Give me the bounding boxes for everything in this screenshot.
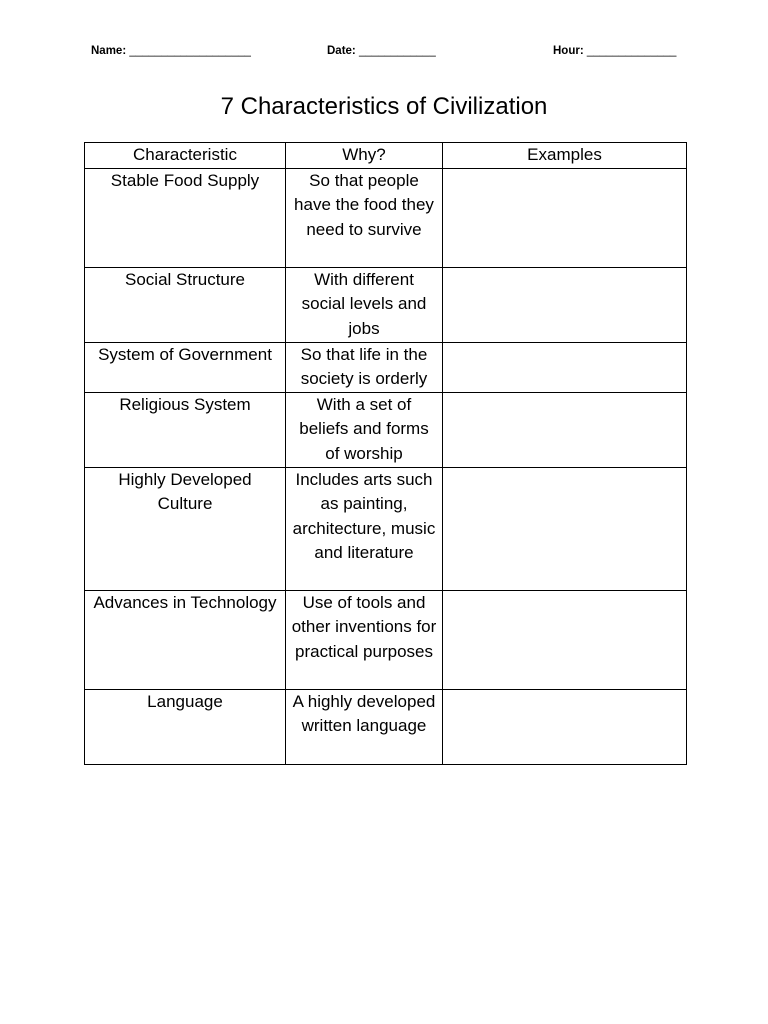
date-blank-line[interactable]: ____________ bbox=[358, 45, 436, 57]
table-header-row bbox=[85, 143, 687, 169]
examples-cell[interactable] bbox=[443, 168, 687, 267]
why-cell: A highly developed written language bbox=[286, 689, 443, 764]
column-header-characteristic: Characteristic bbox=[85, 143, 286, 169]
characteristic-cell: Religious System bbox=[85, 392, 286, 467]
examples-cell[interactable] bbox=[443, 267, 687, 342]
why-cell: So that people have the food they need to survive bbox=[286, 168, 443, 267]
why-cell: So that life in the society is orderly bbox=[286, 342, 443, 392]
characteristic-cell: System of Government bbox=[85, 342, 286, 392]
column-header-why: Why? bbox=[286, 143, 443, 169]
table-row bbox=[85, 267, 687, 342]
table-row bbox=[85, 467, 687, 590]
table-row bbox=[85, 689, 687, 764]
table-row bbox=[85, 392, 687, 467]
why-cell: Use of tools and other inventions for practical purposes bbox=[286, 590, 443, 689]
characteristic-cell: Stable Food Supply bbox=[85, 168, 286, 267]
examples-cell[interactable] bbox=[443, 467, 687, 590]
examples-cell[interactable] bbox=[443, 392, 687, 467]
why-cell: With a set of beliefs and forms of worship bbox=[286, 392, 443, 467]
date-field[interactable] bbox=[327, 45, 436, 57]
table-row bbox=[85, 590, 687, 689]
characteristic-cell: Advances in Technology bbox=[85, 590, 286, 689]
date-label: Date: bbox=[327, 45, 356, 57]
column-header-examples: Examples bbox=[443, 143, 687, 169]
examples-cell[interactable] bbox=[443, 342, 687, 392]
characteristics-table bbox=[84, 142, 687, 765]
why-cell: With different social levels and jobs bbox=[286, 267, 443, 342]
examples-cell[interactable] bbox=[443, 689, 687, 764]
characteristic-cell: Social Structure bbox=[85, 267, 286, 342]
examples-cell[interactable] bbox=[443, 590, 687, 689]
hour-label: Hour: bbox=[553, 45, 584, 57]
why-cell: Includes arts such as painting, architecture, music and literature bbox=[286, 467, 443, 590]
name-label: Name: bbox=[91, 45, 127, 57]
page-title: 7 Characteristics of Civilization bbox=[220, 93, 548, 120]
table-row bbox=[85, 168, 687, 267]
hour-blank-line[interactable]: ______________ bbox=[586, 45, 677, 57]
student-info-header bbox=[0, 45, 768, 63]
characteristic-cell: Highly Developed Culture bbox=[85, 467, 286, 590]
table-row bbox=[85, 342, 687, 392]
name-field[interactable] bbox=[91, 45, 251, 57]
name-blank-line[interactable]: ___________________ bbox=[129, 45, 251, 57]
characteristic-cell: Language bbox=[85, 689, 286, 764]
hour-field[interactable] bbox=[553, 45, 676, 57]
